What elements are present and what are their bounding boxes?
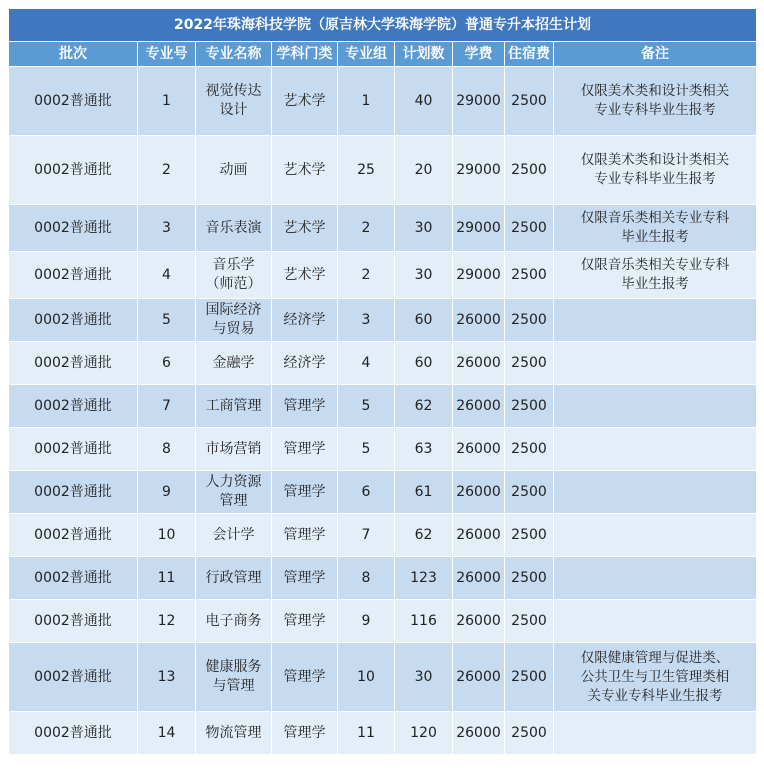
cell-major-name	[196, 67, 272, 136]
cell-major-name	[196, 514, 272, 557]
header-tuition: 学费	[453, 42, 505, 67]
major-name-line: 行政管理	[205, 569, 262, 586]
cell-tuition: 26000	[453, 600, 505, 643]
cell-major-group: 2	[338, 205, 395, 252]
major-name-line: 金融学	[212, 354, 255, 371]
cell-major-name	[196, 557, 272, 600]
cell-plan-count: 61	[395, 471, 453, 514]
cell-major-name	[196, 712, 272, 755]
cell-batch: 0002普通批	[9, 67, 138, 136]
table-row	[9, 643, 757, 712]
cell-tuition: 26000	[453, 471, 505, 514]
cell-tuition: 26000	[453, 385, 505, 428]
cell-dorm-fee: 2500	[505, 712, 554, 755]
cell-dorm-fee: 2500	[505, 299, 554, 342]
cell-major-group: 11	[338, 712, 395, 755]
note-line: 仅限音乐类相关专业专科	[580, 210, 730, 226]
major-name-line: 市场营销	[205, 440, 262, 457]
major-name-line: 人力资源	[205, 474, 262, 490]
cell-major-name	[196, 299, 272, 342]
cell-notes	[554, 643, 757, 712]
header-plan-count: 计划数	[395, 42, 453, 67]
cell-dorm-fee: 2500	[505, 600, 554, 643]
cell-major-name	[196, 600, 272, 643]
table-row	[9, 471, 757, 514]
major-name-line: 物流管理	[205, 724, 262, 741]
cell-category: 经济学	[272, 299, 338, 342]
cell-batch: 0002普通批	[9, 252, 138, 299]
major-name-line: 管理	[219, 493, 248, 509]
note-line: 仅限音乐类相关专业专科	[580, 257, 730, 273]
cell-batch: 0002普通批	[9, 342, 138, 385]
cell-plan-count: 116	[395, 600, 453, 643]
cell-dorm-fee: 2500	[505, 205, 554, 252]
cell-notes	[554, 514, 757, 557]
cell-dorm-fee: 2500	[505, 67, 554, 136]
cell-major-no: 12	[138, 600, 196, 643]
cell-major-no: 4	[138, 252, 196, 299]
cell-dorm-fee: 2500	[505, 136, 554, 205]
cell-plan-count: 30	[395, 252, 453, 299]
cell-batch: 0002普通批	[9, 428, 138, 471]
cell-major-group: 10	[338, 643, 395, 712]
cell-major-name	[196, 471, 272, 514]
cell-category: 管理学	[272, 600, 338, 643]
table-row	[9, 428, 757, 471]
header-row	[9, 42, 757, 67]
cell-dorm-fee: 2500	[505, 643, 554, 712]
cell-dorm-fee: 2500	[505, 514, 554, 557]
note-line: 专业专科毕业生报考	[594, 102, 716, 118]
major-name-line: 健康服务	[205, 659, 262, 675]
cell-plan-count: 20	[395, 136, 453, 205]
cell-category: 管理学	[272, 385, 338, 428]
header-dorm-fee: 住宿费	[505, 42, 554, 67]
table-row	[9, 385, 757, 428]
cell-tuition: 29000	[453, 205, 505, 252]
cell-plan-count: 62	[395, 514, 453, 557]
cell-major-group: 8	[338, 557, 395, 600]
cell-major-group: 25	[338, 136, 395, 205]
cell-dorm-fee: 2500	[505, 252, 554, 299]
table-row	[9, 342, 757, 385]
cell-notes	[554, 428, 757, 471]
cell-plan-count: 40	[395, 67, 453, 136]
cell-category: 管理学	[272, 471, 338, 514]
major-name-line: 动画	[219, 161, 248, 178]
cell-major-no: 1	[138, 67, 196, 136]
cell-notes	[554, 712, 757, 755]
cell-major-name	[196, 205, 272, 252]
cell-plan-count: 30	[395, 205, 453, 252]
cell-plan-count: 62	[395, 385, 453, 428]
cell-major-name	[196, 385, 272, 428]
cell-major-group: 4	[338, 342, 395, 385]
cell-tuition: 29000	[453, 136, 505, 205]
note-line: 毕业生报考	[621, 229, 689, 245]
cell-tuition: 26000	[453, 299, 505, 342]
cell-tuition: 26000	[453, 557, 505, 600]
table-row	[9, 136, 757, 205]
cell-batch: 0002普通批	[9, 299, 138, 342]
cell-major-group: 5	[338, 428, 395, 471]
cell-notes	[554, 600, 757, 643]
table-title: 2022年珠海科技学院（原吉林大学珠海学院）普通专升本招生计划	[9, 9, 757, 42]
cell-major-no: 9	[138, 471, 196, 514]
admission-plan-table	[8, 8, 757, 755]
header-category: 学科门类	[272, 42, 338, 67]
cell-notes	[554, 471, 757, 514]
cell-major-group: 1	[338, 67, 395, 136]
cell-category: 艺术学	[272, 252, 338, 299]
note-line: 仅限美术类和设计类相关	[580, 152, 730, 168]
cell-major-group: 3	[338, 299, 395, 342]
table-body	[9, 67, 757, 755]
cell-plan-count: 30	[395, 643, 453, 712]
table-row	[9, 712, 757, 755]
cell-notes	[554, 557, 757, 600]
note-line: 毕业生报考	[621, 276, 689, 292]
cell-batch: 0002普通批	[9, 385, 138, 428]
cell-major-no: 7	[138, 385, 196, 428]
cell-category: 管理学	[272, 643, 338, 712]
cell-tuition: 29000	[453, 252, 505, 299]
cell-major-no: 2	[138, 136, 196, 205]
major-name-line: 音乐学	[212, 257, 255, 273]
table-row	[9, 514, 757, 557]
note-line: 公共卫生与卫生管理类相	[580, 668, 730, 685]
cell-plan-count: 123	[395, 557, 453, 600]
cell-category: 艺术学	[272, 67, 338, 136]
cell-batch: 0002普通批	[9, 557, 138, 600]
header-major-group: 专业组	[338, 42, 395, 67]
cell-major-no: 13	[138, 643, 196, 712]
note-line: 关专业专科毕业生报考	[587, 687, 723, 704]
note-line: 专业专科毕业生报考	[594, 171, 716, 187]
cell-tuition: 29000	[453, 67, 505, 136]
cell-tuition: 26000	[453, 428, 505, 471]
cell-batch: 0002普通批	[9, 471, 138, 514]
major-name-line: 与管理	[212, 678, 255, 694]
table-row	[9, 557, 757, 600]
note-line: 仅限健康管理与促进类、	[580, 649, 730, 666]
cell-notes	[554, 67, 757, 136]
cell-major-no: 10	[138, 514, 196, 557]
cell-notes	[554, 342, 757, 385]
cell-plan-count: 120	[395, 712, 453, 755]
cell-category: 管理学	[272, 557, 338, 600]
table-row	[9, 600, 757, 643]
major-name-line: 音乐表演	[205, 219, 262, 236]
cell-major-name	[196, 643, 272, 712]
header-batch: 批次	[9, 42, 138, 67]
cell-dorm-fee: 2500	[505, 385, 554, 428]
cell-notes	[554, 299, 757, 342]
cell-batch: 0002普通批	[9, 643, 138, 712]
cell-notes	[554, 136, 757, 205]
table-row	[9, 205, 757, 252]
cell-major-no: 14	[138, 712, 196, 755]
cell-major-no: 11	[138, 557, 196, 600]
cell-tuition: 26000	[453, 643, 505, 712]
cell-dorm-fee: 2500	[505, 342, 554, 385]
cell-tuition: 26000	[453, 514, 505, 557]
cell-notes	[554, 205, 757, 252]
cell-batch: 0002普通批	[9, 600, 138, 643]
major-name-line: 视觉传达	[205, 83, 262, 99]
cell-category: 管理学	[272, 712, 338, 755]
cell-major-name	[196, 136, 272, 205]
cell-category: 经济学	[272, 342, 338, 385]
header-major-name: 专业名称	[196, 42, 272, 67]
major-name-line: 电子商务	[205, 612, 262, 629]
major-name-line: （师范）	[205, 276, 262, 292]
cell-category: 艺术学	[272, 205, 338, 252]
cell-batch: 0002普通批	[9, 205, 138, 252]
cell-major-no: 6	[138, 342, 196, 385]
cell-dorm-fee: 2500	[505, 557, 554, 600]
major-name-line: 工商管理	[205, 397, 262, 414]
cell-batch: 0002普通批	[9, 514, 138, 557]
cell-major-name	[196, 252, 272, 299]
cell-major-group: 2	[338, 252, 395, 299]
cell-notes	[554, 252, 757, 299]
cell-plan-count: 63	[395, 428, 453, 471]
cell-category: 管理学	[272, 428, 338, 471]
major-name-line: 设计	[219, 102, 248, 118]
admission-plan-table-wrapper	[8, 8, 756, 755]
major-name-line: 国际经济	[205, 302, 262, 318]
cell-major-name	[196, 428, 272, 471]
table-row	[9, 252, 757, 299]
cell-major-group: 5	[338, 385, 395, 428]
cell-category: 管理学	[272, 514, 338, 557]
cell-category: 艺术学	[272, 136, 338, 205]
note-line: 仅限美术类和设计类相关	[580, 83, 730, 99]
table-row	[9, 67, 757, 136]
cell-dorm-fee: 2500	[505, 428, 554, 471]
cell-tuition: 26000	[453, 342, 505, 385]
header-notes: 备注	[554, 42, 757, 67]
cell-major-group: 6	[338, 471, 395, 514]
cell-batch: 0002普通批	[9, 712, 138, 755]
cell-major-group: 7	[338, 514, 395, 557]
major-name-line: 会计学	[212, 526, 255, 543]
cell-major-no: 8	[138, 428, 196, 471]
cell-plan-count: 60	[395, 342, 453, 385]
cell-major-name	[196, 342, 272, 385]
major-name-line: 与贸易	[212, 321, 255, 337]
cell-batch: 0002普通批	[9, 136, 138, 205]
cell-tuition: 26000	[453, 712, 505, 755]
cell-major-no: 5	[138, 299, 196, 342]
cell-plan-count: 60	[395, 299, 453, 342]
cell-notes	[554, 385, 757, 428]
cell-major-no: 3	[138, 205, 196, 252]
table-row	[9, 299, 757, 342]
cell-dorm-fee: 2500	[505, 471, 554, 514]
cell-major-group: 9	[338, 600, 395, 643]
header-major-no: 专业号	[138, 42, 196, 67]
